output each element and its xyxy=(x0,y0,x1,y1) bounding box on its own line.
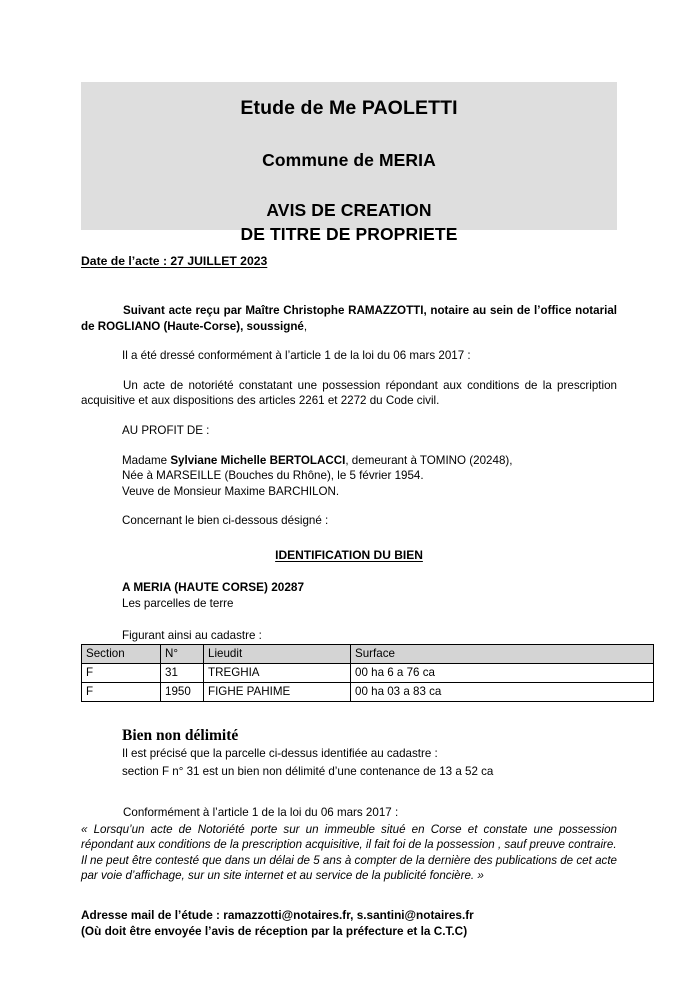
cell-surface: 00 ha 03 a 83 ca xyxy=(351,683,654,702)
header-office-title: Etude de Me PAOLETTI xyxy=(240,97,458,119)
header-commune-title: Commune de MERIA xyxy=(262,150,436,170)
notary-paragraph xyxy=(81,303,617,334)
cadastre-table xyxy=(81,644,654,702)
beneficiary-name-line xyxy=(81,453,617,469)
table-header-section: Section xyxy=(82,645,161,664)
legal-quote-paragraph-1: « Lorsqu’un acte de Notoriété porte sur un immeuble situé en Corse et constate une possession répondant aux conditions de la prescription acquisitive, il fait foi de la possession , sauf preuve contraire. xyxy=(81,822,617,852)
property-subtitle: Les parcelles de terre xyxy=(122,597,234,611)
notoriety-paragraph: Un acte de notoriété constatant une possession répondant aux conditions de la prescription acquisitive et aux dispositions des articles 2261 et 2272 du Code civil. xyxy=(81,378,617,408)
document-header-banner xyxy=(81,82,617,244)
footer-contact-block xyxy=(81,908,617,939)
undelimited-title: Bien non délimité xyxy=(122,727,239,745)
table-row xyxy=(82,683,654,702)
footer-mail-line: Adresse mail de l’étude : ramazzotti@notaires.fr, s.santini@notaires.fr xyxy=(81,908,474,923)
header-notice-title-line1: AVIS DE CREATION xyxy=(266,200,432,220)
deed-date-line: Date de l’acte : 27 JUILLET 2023 xyxy=(81,254,268,268)
header-notice-title-line2: DE TITRE DE PROPRIETE xyxy=(240,224,458,244)
undelimited-line-1: Il est précisé que la parcelle ci-dessus identifiée au cadastre : xyxy=(122,746,438,760)
beneficiary-prefix: Madame xyxy=(122,453,171,467)
beneficiary-name: Sylviane Michelle BERTOLACCI xyxy=(170,453,346,467)
table-header-lieudit: Lieudit xyxy=(204,645,351,664)
undelimited-line-2: section F n° 31 est un bien non délimité d’une contenance de 13 a 52 ca xyxy=(122,764,494,778)
cell-section: F xyxy=(82,664,161,683)
table-header-row xyxy=(82,645,654,664)
beneficiary-birth-line: Née à MARSEILLE (Bouches du Rhône), le 5 février 1954. xyxy=(122,469,424,483)
property-location: A MERIA (HAUTE CORSE) 20287 xyxy=(122,579,305,594)
beneficiary-residence: , demeurant à TOMINO (20248), xyxy=(345,453,513,467)
notary-paragraph-text: Suivant acte reçu par Maître Christophe RAMAZZOTTI, notaire au sein de l’office notarial de ROGLIANO (Haute-Corse), soussigné xyxy=(81,304,617,333)
cell-lieudit: FIGHE PAHIME xyxy=(204,683,351,702)
cell-lieudit: TREGHIA xyxy=(204,664,351,683)
table-header-surface: Surface xyxy=(351,645,654,664)
legal-quote-paragraph-2: Il ne peut être contesté que dans un délai de 5 ans à compter de la dernière des publications de cet acte par voie d’affichage, sur un site internet et au service de la publicité foncière. » xyxy=(81,853,617,883)
concerning-line: Concernant le bien ci-dessous désigné : xyxy=(122,514,329,528)
table-header-number: N° xyxy=(161,645,204,664)
cell-number: 1950 xyxy=(161,683,204,702)
benefit-label: AU PROFIT DE : xyxy=(122,423,210,437)
cell-surface: 00 ha 6 a 76 ca xyxy=(351,664,654,683)
legal-intro-line: Conformément à l’article 1 de la loi du 06 mars 2017 : xyxy=(123,806,399,820)
document-body xyxy=(81,303,617,939)
footer-note-line: (Où doit être envoyée l’avis de réception par la préfecture et la C.T.C) xyxy=(81,923,468,938)
cadastre-label: Figurant ainsi au cadastre : xyxy=(122,628,262,642)
drafted-line: Il a été dressé conformément à l’article 1 de la loi du 06 mars 2017 : xyxy=(122,349,471,363)
notary-paragraph-tail: , xyxy=(303,319,308,333)
identification-heading: IDENTIFICATION DU BIEN xyxy=(275,547,423,562)
cell-number: 31 xyxy=(161,664,204,683)
table-row xyxy=(82,664,654,683)
beneficiary-widow-line: Veuve de Monsieur Maxime BARCHILON. xyxy=(122,484,340,498)
cell-section: F xyxy=(82,683,161,702)
